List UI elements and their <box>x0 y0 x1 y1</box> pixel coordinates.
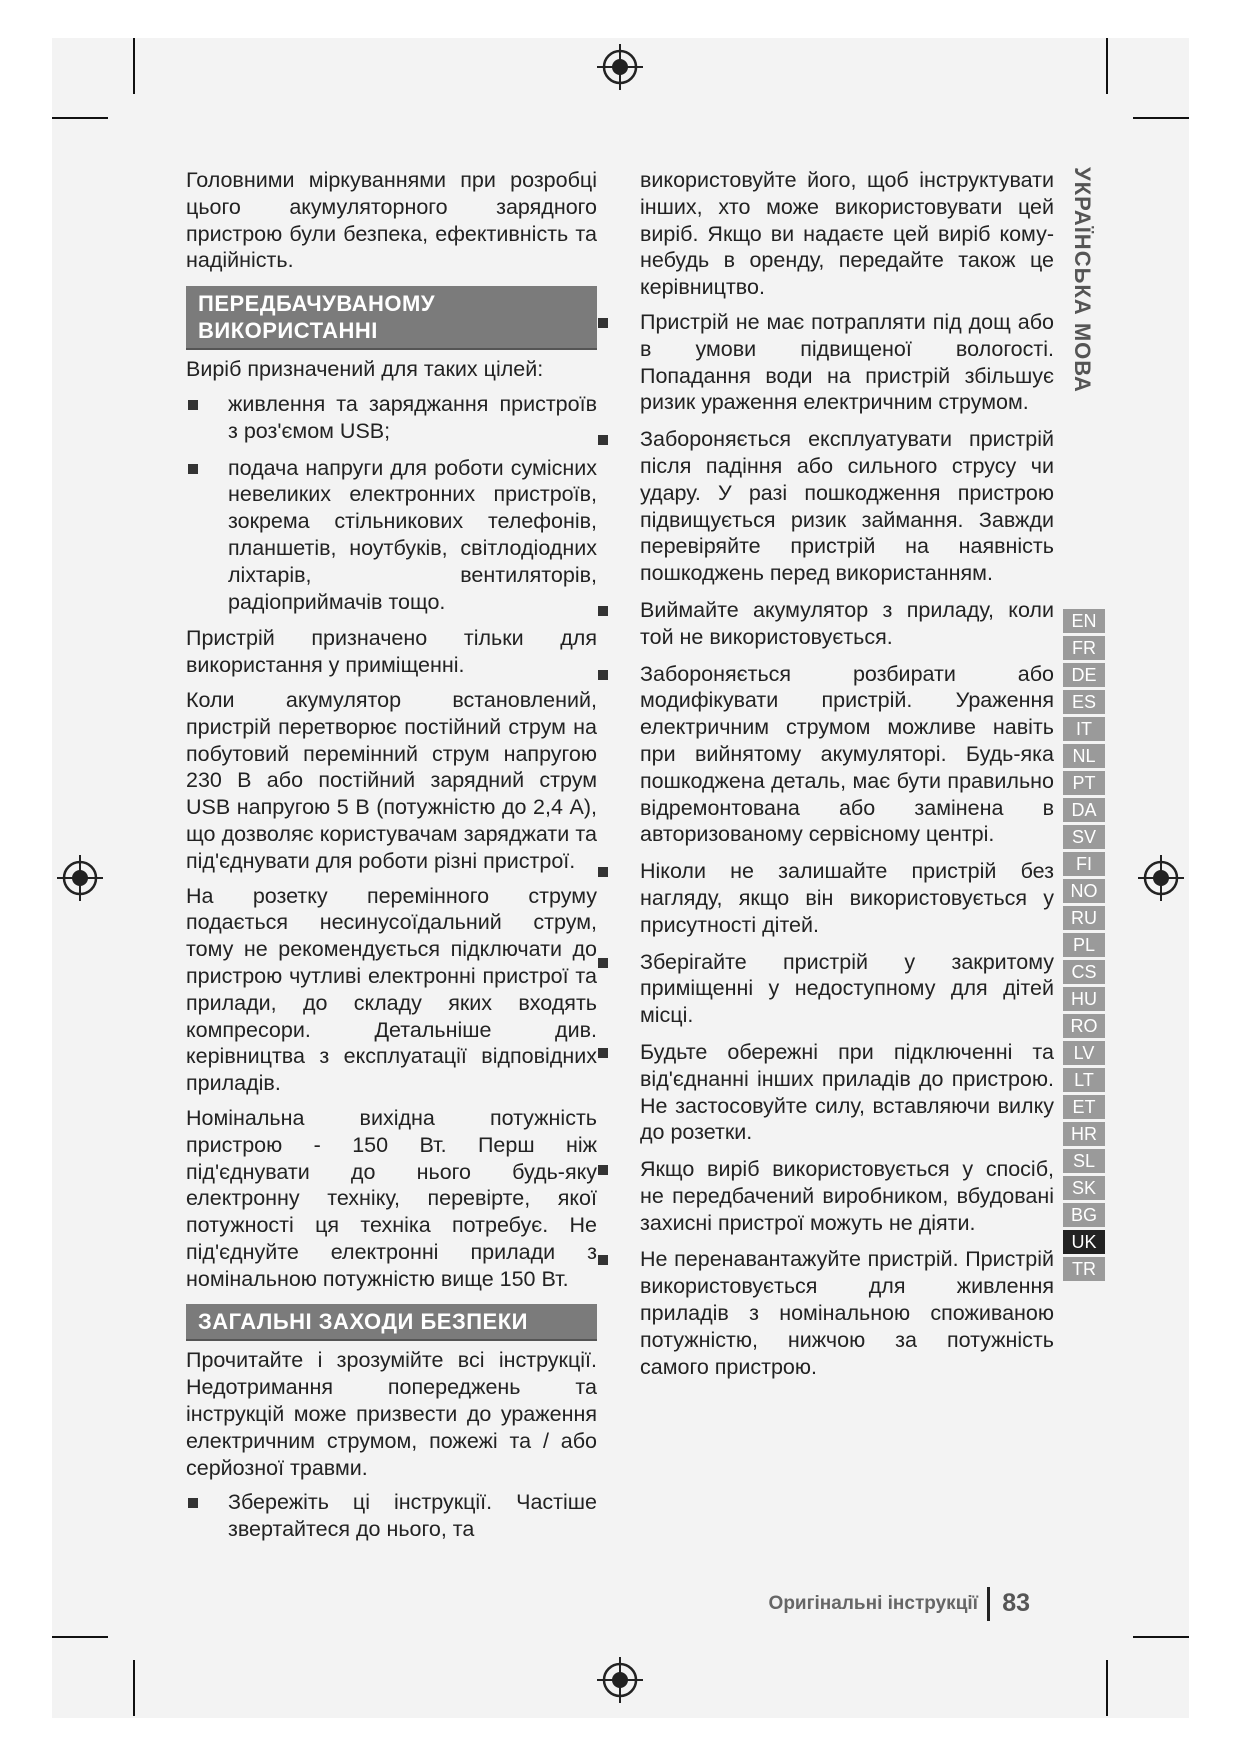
crop-mark <box>1133 117 1189 119</box>
intended-use-list <box>186 391 597 615</box>
paragraph: Номінальна вихідна потужність пристрою - 150 Вт. Перш ніж під'єднувати до нього будь-яку електронну техніку, перевірте, якої потужності ця техніка потребує. Не під'єднуйте електронні прилади з номінальною потужністю вище 150 Вт. <box>186 1105 597 1291</box>
section-heading-general-safety: ЗАГАЛЬНІ ЗАХОДИ БЕЗПЕКИ <box>186 1304 597 1341</box>
left-column <box>186 167 597 1553</box>
language-title: УКРАЇНСЬКА МОВА <box>1070 167 1095 393</box>
language-tabs <box>1063 609 1105 1284</box>
list-item: Ніколи не залишайте пристрій без нагляду, якщо він використовується у присутності дітей. <box>596 858 1054 938</box>
continuation-paragraph: використовуйте його, щоб інструктувати інших, хто може використовувати цей виріб. Якщо ви надаєте цей виріб кому-небудь в оренду, передайте також це керівництво. <box>640 168 1054 300</box>
language-tab[interactable]: IT <box>1063 717 1105 741</box>
list-item: Пристрій не має потрапляти під дощ або в умови підвищеної вологості. Попадання води на пристрій збільшує ризик ураження електричним струмом. <box>596 309 1054 416</box>
list-item: подача напруги для роботи сумісних невеликих електронних пристроїв, зокрема стільникових телефонів, планшетів, ноутбуків, світлодіодних ліхтарів, вентиляторів, радіоприймачів тощо. <box>186 455 597 616</box>
crop-mark <box>1106 38 1108 94</box>
registration-mark-icon <box>595 1655 645 1705</box>
list-item: Збережіть ці інструкції. Частіше звертайтеся до нього, та <box>186 1489 597 1543</box>
crop-mark <box>133 38 135 94</box>
section-heading-intended-use: ПЕРЕДБАЧУВАНОМУ ВИКОРИСТАННІ <box>186 286 597 350</box>
paragraph: На розетку перемінного струму подається несинусоїдальний струм, тому не рекомендується підключати до пристрою чутливі електронні пристрої та прилади, до складу яких входять компресори. Детальніше див. керівництва з експлуатації відповідних приладів. <box>186 883 597 1096</box>
language-tab[interactable]: LV <box>1063 1041 1105 1065</box>
language-tab[interactable]: EN <box>1063 609 1105 633</box>
language-tab[interactable]: SL <box>1063 1149 1105 1173</box>
list-item: Виймайте акумулятор з приладу, коли той не використовується. <box>596 597 1054 651</box>
registration-mark-icon <box>1136 853 1186 903</box>
language-tab[interactable]: FR <box>1063 636 1105 660</box>
registration-mark-icon <box>595 42 645 92</box>
language-tab[interactable]: SV <box>1063 825 1105 849</box>
language-tab[interactable]: FI <box>1063 852 1105 876</box>
language-tab[interactable]: RO <box>1063 1014 1105 1038</box>
list-item: Забороняється розбирати або модифікувати пристрій. Ураження електричним струмом можливе навіть при вийнятому акумуляторі. Будь-яка пошкоджена деталь, має бути правильно відремонтована або замінена в авторизованому сервісному центрі. <box>596 661 1054 849</box>
crop-mark <box>1106 1660 1108 1716</box>
language-tab[interactable]: DA <box>1063 798 1105 822</box>
safety-list <box>186 1489 597 1543</box>
language-tab-active[interactable]: UK <box>1063 1230 1105 1254</box>
right-column <box>640 167 1054 1390</box>
footer-label: Оригінальні інструкції <box>768 1593 978 1614</box>
language-tab[interactable]: ET <box>1063 1095 1105 1119</box>
list-item: Якщо виріб використовується у спосіб, не передбачений виробником, вбудовані захисні пристрої можуть не діяти. <box>596 1156 1054 1236</box>
language-tab[interactable]: TR <box>1063 1257 1105 1281</box>
list-item: Зберігайте пристрій у закритому приміщенні у недоступному для дітей місці. <box>596 949 1054 1029</box>
language-tab[interactable]: PT <box>1063 771 1105 795</box>
language-tab[interactable]: LT <box>1063 1068 1105 1092</box>
crop-mark <box>52 117 108 119</box>
list-item: живлення та заряджання пристроїв з роз'ємом USB; <box>186 391 597 445</box>
crop-mark <box>133 1660 135 1716</box>
language-tab[interactable]: HR <box>1063 1122 1105 1146</box>
list-item: Забороняється експлуатувати пристрій після падіння або сильного струсу чи удару. У разі пошкодження пристрою підвищується ризик займання. Завжди перевіряйте пристрій на наявність пошкоджень перед використанням. <box>596 426 1054 587</box>
paragraph: Пристрій призначено тільки для використання у приміщенні. <box>186 626 597 678</box>
intended-use-lead: Виріб призначений для таких цілей: <box>186 357 544 382</box>
crop-mark <box>52 1636 108 1638</box>
language-tab[interactable]: ES <box>1063 690 1105 714</box>
page-number: 83 <box>1002 1589 1030 1617</box>
list-item: Будьте обережні при підключенні та від'єднанні інших приладів до пристрою. Не застосовуйте силу, вставляючи вилку до розетки. <box>596 1039 1054 1146</box>
safety-lead: Прочитайте і зрозумійте всі інструкції. Недотримання попереджень та інструкцій може призвести до ураження електричним струмом, пожежі та / або серйозної травми. <box>186 1348 597 1480</box>
list-item: Не перенавантажуйте пристрій. Пристрій використовується для живлення приладів з номінальною споживаною потужністю, нижчою за потужність самого пристрою. <box>596 1246 1054 1380</box>
language-tab[interactable]: NL <box>1063 744 1105 768</box>
page-footer <box>700 1587 1030 1621</box>
footer-divider <box>987 1587 990 1621</box>
language-tab[interactable]: NO <box>1063 879 1105 903</box>
language-tab[interactable]: DE <box>1063 663 1105 687</box>
language-tab[interactable]: SK <box>1063 1176 1105 1200</box>
safety-list-continued <box>640 309 1054 1380</box>
language-tab[interactable]: HU <box>1063 987 1105 1011</box>
language-tab[interactable]: PL <box>1063 933 1105 957</box>
language-tab[interactable]: RU <box>1063 906 1105 930</box>
registration-mark-icon <box>55 853 105 903</box>
language-tab[interactable]: BG <box>1063 1203 1105 1227</box>
language-tab[interactable]: CS <box>1063 960 1105 984</box>
crop-mark <box>1133 1636 1189 1638</box>
intro-paragraph: Головними міркуваннями при розробці цього акумуляторного зарядного пристрою були безпека, ефективність та надійність. <box>186 168 597 273</box>
paragraph: Коли акумулятор встановлений, пристрій перетворює постійний струм на побутовий перемінний струм напругою 230 В або постійний зарядний струм USB напругою 5 В (потужністю до 2,4 А), що дозволяє користувачам заряджати та під'єднувати для роботи різні пристрої. <box>186 687 597 873</box>
